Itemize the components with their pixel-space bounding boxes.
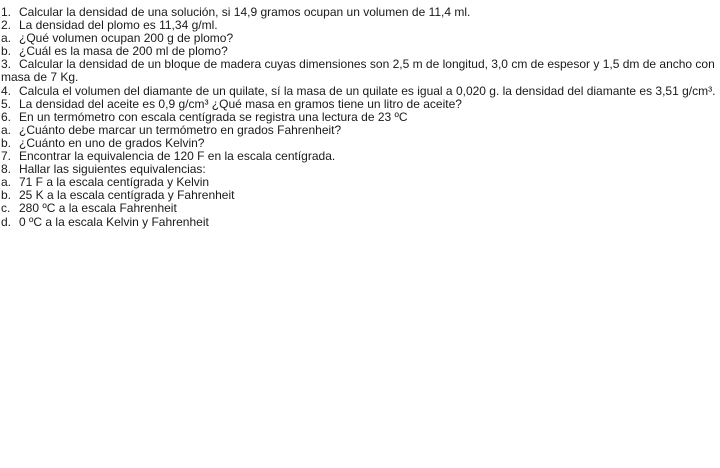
sub-item-text: ¿Qué volumen ocupan 200 g de plomo? — [19, 32, 234, 46]
exercise-marker: 1. — [1, 6, 12, 19]
exercise-text: Calcular la densidad de un bloque de madera cuyas dimensiones son 2,5 m de longitud, 3,0 cm de espesor y 1,5 dm de ancho con masa de 7 Kg. — [1, 57, 715, 85]
exercise-2a — [1, 32, 719, 45]
exercise-7 — [1, 150, 719, 163]
exercise-marker: 5. — [1, 97, 12, 111]
exercise-6 — [1, 111, 719, 124]
exercise-8a — [1, 176, 719, 189]
exercise-8 — [1, 163, 719, 176]
sub-item-text: ¿Cuánto debe marcar un termómetro en grados Fahrenheit? — [19, 123, 342, 137]
exercise-6a — [1, 124, 719, 137]
exercise-5 — [1, 98, 719, 111]
exercise-text: Calcular la densidad de una solución, si 14,9 gramos ocupan un volumen de 11,4 ml. — [19, 6, 471, 19]
exercise-6b — [1, 137, 719, 150]
sub-item-text: 0 ºC a la escala Kelvin y Fahrenheit — [19, 215, 209, 229]
exercise-8c — [1, 202, 719, 215]
exercise-document — [1, 6, 719, 229]
exercise-text: La densidad del plomo es 11,34 g/ml. — [19, 19, 218, 33]
exercise-text: Hallar las siguientes equivalencias: — [19, 163, 206, 177]
sub-item-text: 25 K a la escala centígrada y Fahrenheit — [19, 189, 235, 203]
exercise-marker: 3. — [1, 57, 12, 72]
sub-item-marker: c. — [1, 202, 11, 216]
exercise-2 — [1, 19, 719, 32]
sub-item-text: 71 F a la escala centígrada y Kelvin — [19, 176, 210, 190]
exercise-marker: 2. — [1, 19, 12, 33]
exercise-text: La densidad del aceite es 0,9 g/cm³ ¿Qué masa en gramos tiene un litro de aceite? — [19, 97, 462, 111]
exercise-1 — [1, 6, 719, 19]
sub-item-marker: a. — [1, 176, 12, 190]
sub-item-text: ¿Cuánto en uno de grados Kelvin? — [19, 136, 205, 150]
sub-item-marker: d. — [1, 215, 12, 229]
sub-item-marker: b. — [1, 136, 12, 150]
exercise-3 — [1, 58, 719, 84]
exercise-marker: 7. — [1, 150, 12, 164]
exercise-marker: 6. — [1, 110, 12, 124]
exercise-text: Encontrar la equivalencia de 120 F en la escala centígrada. — [19, 150, 336, 164]
sub-item-marker: a. — [1, 123, 12, 137]
exercise-8b — [1, 189, 719, 202]
sub-item-marker: a. — [1, 32, 12, 46]
sub-item-text: ¿Cuál es la masa de 200 ml de plomo? — [19, 45, 228, 59]
exercise-text: En un termómetro con escala centígrada se registra una lectura de 23 ºC — [19, 110, 408, 124]
exercise-4 — [1, 85, 719, 98]
exercise-text: Calcula el volumen del diamante de un quilate, sí la masa de un quilate es igual a 0,020 g. la densidad del diamante es 3,51 g/cm³. — [19, 83, 716, 98]
exercise-8d — [1, 216, 719, 229]
sub-item-text: 280 ºC a la escala Fahrenheit — [19, 202, 177, 216]
exercise-marker: 8. — [1, 163, 12, 177]
sub-item-marker: b. — [1, 189, 12, 203]
sub-item-marker: b. — [1, 45, 12, 59]
exercise-marker: 4. — [1, 83, 12, 98]
